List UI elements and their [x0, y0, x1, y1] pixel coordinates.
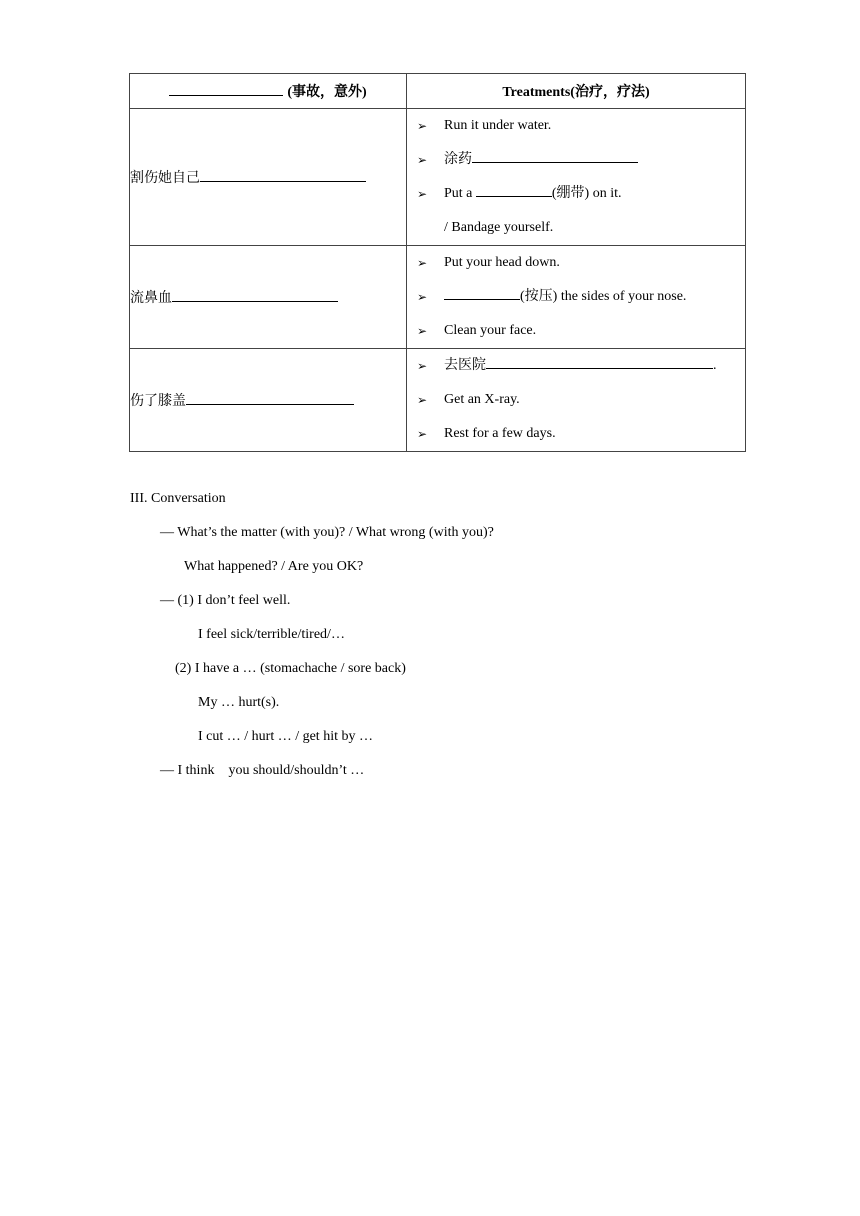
treatments-cell	[407, 246, 746, 349]
table-header-row	[130, 74, 746, 109]
table-row	[130, 246, 746, 349]
conversation-line: — (1) I don’t feel well.	[160, 593, 291, 608]
arrow-bullet-icon: ➢	[417, 187, 428, 201]
list-item: ➢ Put your head down.	[407, 246, 745, 280]
arrow-bullet-icon: ➢	[417, 153, 428, 167]
answer-blank[interactable]	[172, 287, 338, 302]
arrow-bullet-icon: ➢	[417, 324, 428, 338]
list-item: ➢ Rest for a few days.	[407, 417, 745, 451]
conversation-line: I cut … / hurt … / get hit by …	[198, 729, 373, 744]
accident-label: 伤了膝盖	[130, 394, 186, 409]
list-item: ➢ Put a (绷带) on it.	[407, 177, 745, 211]
conversation-line: What happened? / Are you OK?	[184, 559, 364, 574]
conversation-line: — I think you should/shouldn’t …	[160, 763, 365, 778]
accident-label: 割伤她自己	[130, 171, 200, 186]
arrow-bullet-icon: ➢	[417, 427, 428, 441]
accident-cell	[130, 349, 407, 452]
arrow-bullet-icon: ➢	[417, 290, 428, 304]
answer-blank[interactable]	[186, 390, 354, 405]
conversation-line: — What’s the matter (with you)? / What wrong (with you)?	[160, 525, 494, 540]
answer-blank[interactable]	[200, 167, 366, 182]
list-item: ➢ Clean your face.	[407, 314, 745, 348]
answer-blank[interactable]	[444, 285, 520, 300]
treatments-header: Treatments(治疗，疗法)	[407, 74, 746, 109]
arrow-bullet-icon: ➢	[417, 256, 428, 270]
table-row	[130, 109, 746, 246]
answer-blank[interactable]	[486, 354, 713, 369]
answer-blank[interactable]	[476, 182, 552, 197]
answer-blank[interactable]	[472, 148, 638, 163]
arrow-bullet-icon: ➢	[417, 393, 428, 407]
treatments-cell	[407, 109, 746, 246]
accident-cell	[130, 246, 407, 349]
table-row	[130, 349, 746, 452]
header-blank[interactable]	[169, 81, 283, 96]
arrow-bullet-icon: ➢	[417, 119, 428, 133]
accident-header	[130, 74, 407, 109]
section-heading: III. Conversation	[130, 491, 226, 506]
list-item: ➢ (按压) the sides of your nose.	[407, 280, 745, 314]
list-item: ➢ 去医院 .	[407, 349, 745, 383]
arrow-bullet-icon: ➢	[417, 359, 428, 373]
accident-label: 流鼻血	[130, 291, 172, 306]
list-item-continuation: / Bandage yourself.	[444, 220, 554, 235]
conversation-line: (2) I have a … (stomachache / sore back)	[175, 661, 406, 676]
list-item: ➢ Get an X-ray.	[407, 383, 745, 417]
conversation-line: My … hurt(s).	[198, 695, 280, 710]
list-item: ➢ 涂药	[407, 143, 745, 177]
treatments-cell	[407, 349, 746, 452]
accident-treatment-table	[129, 73, 746, 452]
accident-header-label: (事故，意外)	[287, 85, 367, 100]
conversation-line: I feel sick/terrible/tired/…	[198, 627, 345, 642]
accident-cell	[130, 109, 407, 246]
list-item: ➢ Run it under water.	[407, 109, 745, 143]
